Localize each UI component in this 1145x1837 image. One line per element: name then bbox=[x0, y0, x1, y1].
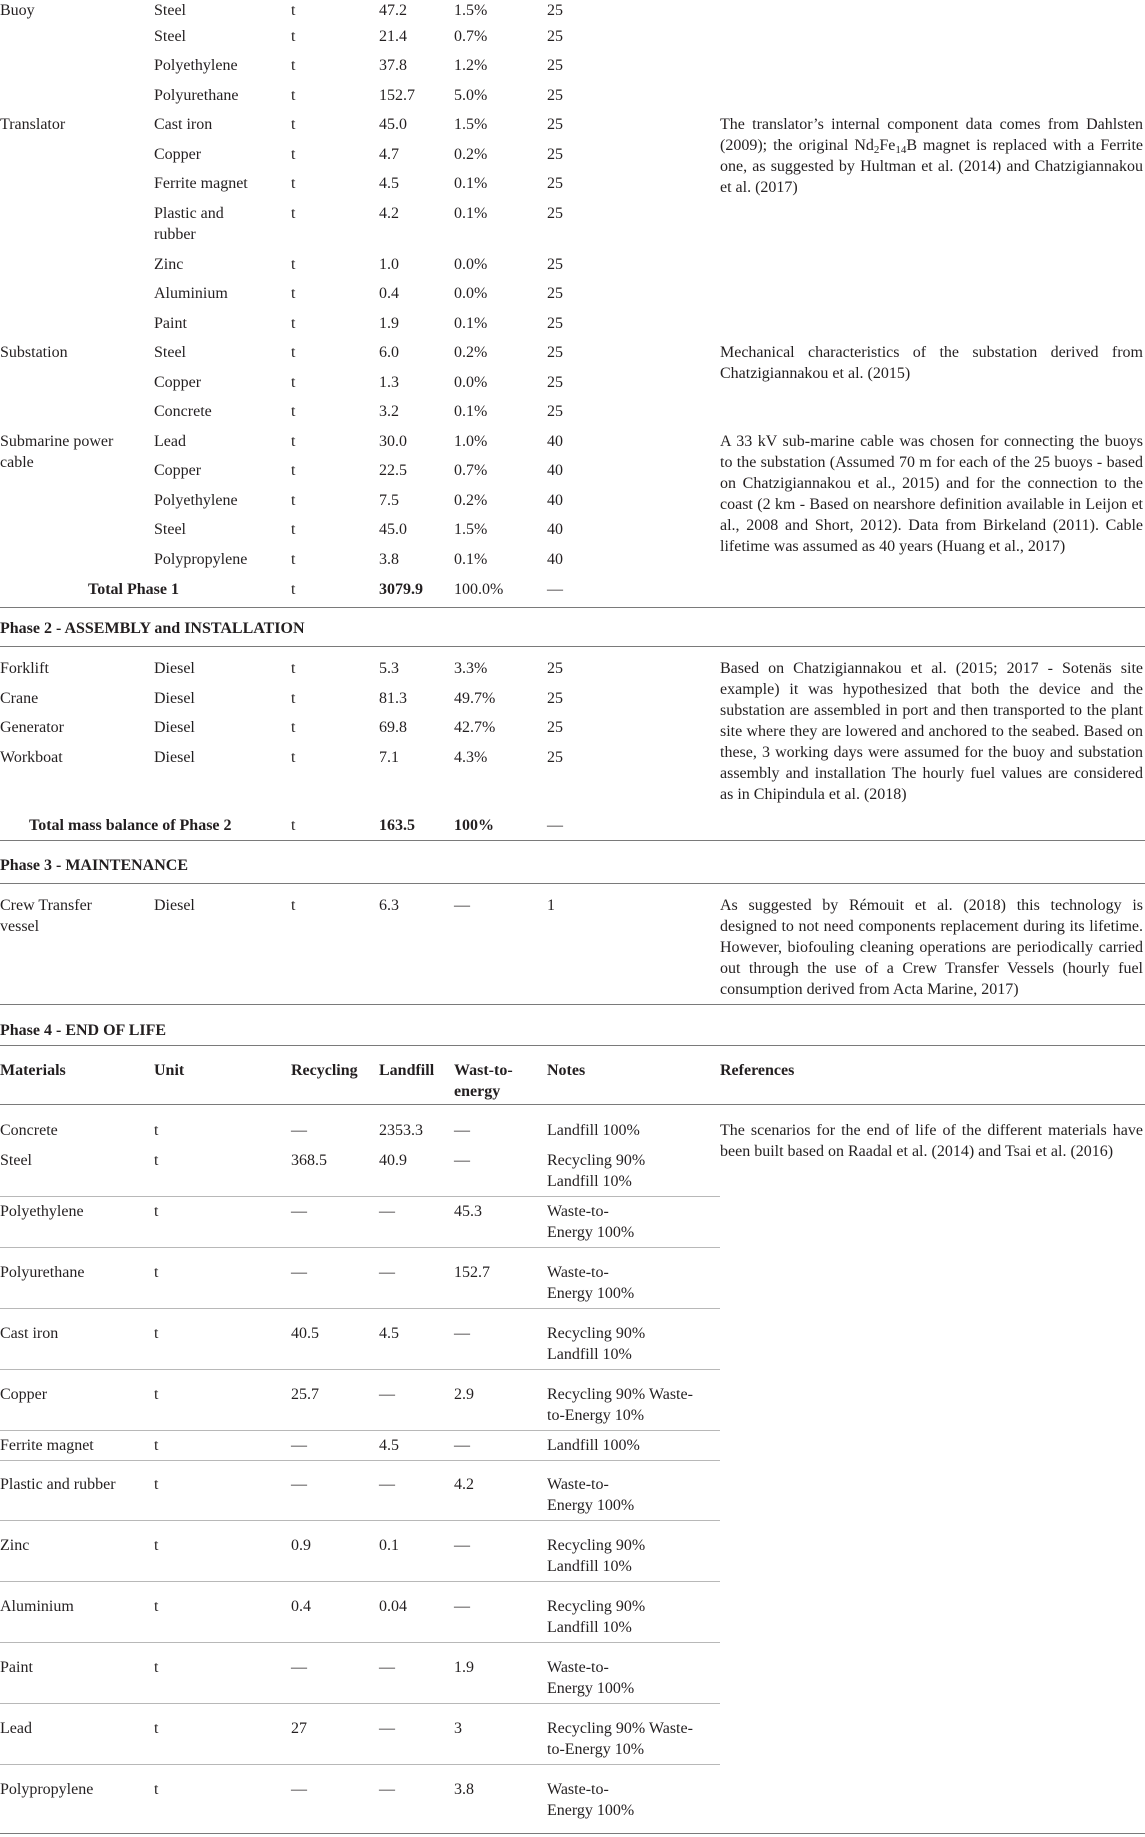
recycling-cell: 40.5 bbox=[291, 1325, 319, 1342]
lifetime-cell: 25 bbox=[547, 116, 563, 133]
unit-cell: t bbox=[291, 2, 296, 19]
mass-cell: 6.3 bbox=[379, 897, 399, 914]
mass-cell: 3.8 bbox=[379, 551, 399, 568]
material-cell: Zinc bbox=[0, 1537, 30, 1554]
unit-cell: t bbox=[154, 1476, 159, 1493]
unit-cell: t bbox=[291, 719, 296, 736]
recycling-cell: 0.9 bbox=[291, 1537, 311, 1554]
mass-cell: 45.0 bbox=[379, 116, 407, 133]
notes-cell: Recycling 90% Landfill 10% bbox=[547, 1537, 646, 1575]
divider bbox=[0, 1004, 1145, 1005]
phase4-reference: The scenarios for the end of life of the different materials have been built based on Raadal et al. (2014) and Tsai et al. (2016) bbox=[720, 1122, 1143, 1160]
mass-cell: 37.8 bbox=[379, 57, 407, 74]
wte-cell: 1.9 bbox=[454, 1659, 474, 1676]
mass-cell: 22.5 bbox=[379, 462, 407, 479]
unit-cell: t bbox=[291, 749, 296, 766]
divider bbox=[0, 1642, 720, 1643]
percent-cell: — bbox=[454, 897, 470, 914]
recycling-cell: — bbox=[291, 1781, 307, 1798]
unit-cell: t bbox=[291, 492, 296, 509]
mass-cell: 0.4 bbox=[379, 285, 399, 302]
lifetime-cell: 25 bbox=[547, 205, 563, 222]
wte-cell: — bbox=[454, 1537, 470, 1554]
mass-cell: 152.7 bbox=[379, 87, 415, 104]
material-cell: Polyethylene bbox=[0, 1203, 84, 1220]
divider bbox=[0, 1520, 720, 1521]
column-header: Unit bbox=[154, 1062, 185, 1079]
material-cell: Ferrite magnet bbox=[154, 175, 248, 192]
material-cell: Steel bbox=[0, 1152, 32, 1169]
mass-cell: 4.5 bbox=[379, 175, 399, 192]
unit-cell: t bbox=[291, 374, 296, 391]
percent-cell: 0.7% bbox=[454, 28, 488, 45]
recycling-cell: 0.4 bbox=[291, 1598, 311, 1615]
percent-cell: 1.5% bbox=[454, 521, 488, 538]
lifetime-cell: — bbox=[547, 817, 563, 834]
notes-cell: Waste-to-Energy 100% bbox=[547, 1203, 635, 1241]
material-cell: Steel bbox=[154, 344, 186, 361]
group-cell: Submarine power cable bbox=[0, 433, 114, 471]
material-cell: Ferrite magnet bbox=[0, 1437, 94, 1454]
material-cell: Aluminium bbox=[154, 285, 228, 302]
unit-cell: t bbox=[291, 116, 296, 133]
column-header: Materials bbox=[0, 1062, 66, 1079]
percent-cell: 3.3% bbox=[454, 660, 488, 677]
unit-cell: t bbox=[291, 205, 296, 222]
material-cell: Cast iron bbox=[154, 116, 213, 133]
percent-cell: 0.0% bbox=[454, 256, 488, 273]
material-cell: Polyurethane bbox=[0, 1264, 85, 1281]
percent-cell: 1.0% bbox=[454, 433, 488, 450]
column-header: Notes bbox=[547, 1062, 586, 1079]
lifetime-cell: 25 bbox=[547, 2, 563, 19]
lifetime-cell: 25 bbox=[547, 749, 563, 766]
unit-cell: t bbox=[291, 175, 296, 192]
wte-cell: — bbox=[454, 1437, 470, 1454]
fuel-cell: Diesel bbox=[154, 897, 195, 914]
lifetime-cell: 40 bbox=[547, 462, 563, 479]
phase2-note: Based on Chatzigiannakou et al. (2015; 2017 - Sotenäs site example) it was hypothesized that both the device and the substation are assembled in port and then transported to the plant site where they are lowered and anchored to the seabed. Based on these, 3 working days were assumed for the buoy and substation assembly and installation The hourly fuel values are considered as in Chipindula et al. (2018) bbox=[720, 660, 1143, 803]
divider bbox=[0, 1430, 720, 1431]
process-cell: Crane bbox=[0, 690, 39, 707]
unit-cell: t bbox=[154, 1437, 159, 1454]
divider bbox=[0, 1833, 1145, 1834]
landfill-cell: 4.5 bbox=[379, 1325, 399, 1342]
notes-cell: Waste-to-Energy 100% bbox=[547, 1659, 635, 1697]
mass-cell: 1.3 bbox=[379, 374, 399, 391]
recycling-cell: 25.7 bbox=[291, 1386, 319, 1403]
landfill-cell: — bbox=[379, 1720, 395, 1737]
material-cell: Lead bbox=[0, 1720, 32, 1737]
divider bbox=[0, 1196, 720, 1197]
unit-cell: t bbox=[291, 256, 296, 273]
percent-cell: 0.2% bbox=[454, 492, 488, 509]
unit-cell: t bbox=[154, 1122, 159, 1139]
percent-cell: 100.0% bbox=[454, 581, 504, 598]
phase3-heading: Phase 3 - MAINTENANCE bbox=[0, 857, 188, 874]
translator-note: The translator’s internal component data comes from Dahlsten (2009); the original $Nd_2Fe_{14}B$ magnet is replaced with a Ferrite one, as suggested by Hultman et al. (2014) and Chatzigiannakou et al. (2017) bbox=[720, 116, 1143, 196]
recycling-cell: — bbox=[291, 1122, 307, 1139]
lifetime-cell: 25 bbox=[547, 403, 563, 420]
lifetime-cell: 25 bbox=[547, 175, 563, 192]
wte-cell: 2.9 bbox=[454, 1386, 474, 1403]
landfill-cell: 2353.3 bbox=[379, 1122, 423, 1139]
material-cell: Zinc bbox=[154, 256, 184, 273]
percent-cell: 0.1% bbox=[454, 205, 488, 222]
material-cell: Steel bbox=[154, 521, 186, 538]
landfill-cell: — bbox=[379, 1264, 395, 1281]
percent-cell: 42.7% bbox=[454, 719, 496, 736]
phase4-heading: Phase 4 - END OF LIFE bbox=[0, 1022, 167, 1039]
notes-cell: Recycling 90% Waste-to-Energy 10% bbox=[547, 1386, 693, 1424]
lifetime-cell: 25 bbox=[547, 315, 563, 332]
mass-cell: 4.2 bbox=[379, 205, 399, 222]
recycling-cell: — bbox=[291, 1203, 307, 1220]
mass-cell: 7.1 bbox=[379, 749, 399, 766]
divider bbox=[0, 607, 1145, 608]
unit-cell: t bbox=[154, 1537, 159, 1554]
unit-cell: t bbox=[291, 690, 296, 707]
unit-cell: t bbox=[154, 1659, 159, 1676]
percent-cell: 0.1% bbox=[454, 175, 488, 192]
mass-cell: 1.0 bbox=[379, 256, 399, 273]
mass-cell: 7.5 bbox=[379, 492, 399, 509]
material-cell: Polypropylene bbox=[154, 551, 248, 568]
landfill-cell: 4.5 bbox=[379, 1437, 399, 1454]
process-cell: Generator bbox=[0, 719, 64, 736]
unit-cell: t bbox=[291, 28, 296, 45]
percent-cell: 1.5% bbox=[454, 116, 488, 133]
column-header: Landfill bbox=[379, 1062, 435, 1079]
wte-cell: 3 bbox=[454, 1720, 462, 1737]
unit-cell: t bbox=[154, 1781, 159, 1798]
recycling-cell: — bbox=[291, 1437, 307, 1454]
notes-cell: Waste-to-Energy 100% bbox=[547, 1476, 635, 1514]
unit-cell: t bbox=[291, 344, 296, 361]
lifetime-cell: 25 bbox=[547, 285, 563, 302]
recycling-cell: — bbox=[291, 1659, 307, 1676]
landfill-cell: — bbox=[379, 1386, 395, 1403]
material-cell: Lead bbox=[154, 433, 186, 450]
landfill-cell: — bbox=[379, 1203, 395, 1220]
process-cell: Workboat bbox=[0, 749, 63, 766]
landfill-cell: — bbox=[379, 1781, 395, 1798]
mass-cell: 30.0 bbox=[379, 433, 407, 450]
wte-cell: — bbox=[454, 1122, 470, 1139]
material-cell: Concrete bbox=[154, 403, 212, 420]
percent-cell: 0.2% bbox=[454, 344, 488, 361]
notes-cell: Landfill 100% bbox=[547, 1122, 640, 1139]
divider bbox=[0, 1247, 720, 1248]
divider bbox=[0, 1045, 1145, 1046]
lifetime-cell: 25 bbox=[547, 146, 563, 163]
column-header: References bbox=[720, 1062, 795, 1079]
cable-note: A 33 kV sub-marine cable was chosen for connecting the buoys to the substation (Assumed 70 m for each of the 25 buoys - based on Chatzigiannakou et al., 2015) and for the connection to the coast (2 km - Based on nearshore definition available in Leijon et al., 2008 and Short, 2012). Data from Birkeland (2011). Cable lifetime was assumed as 40 years (Huang et al., 2017) bbox=[720, 433, 1143, 555]
material-cell: Copper bbox=[154, 374, 202, 391]
recycling-cell: 27 bbox=[291, 1720, 307, 1737]
group-cell: Translator bbox=[0, 116, 66, 133]
lifetime-cell: 25 bbox=[547, 57, 563, 74]
percent-cell: 0.1% bbox=[454, 315, 488, 332]
group-cell: Buoy bbox=[0, 2, 35, 19]
percent-cell: 4.3% bbox=[454, 749, 488, 766]
percent-cell: 5.0% bbox=[454, 87, 488, 104]
group-cell: Substation bbox=[0, 344, 68, 361]
mass-cell: 47.2 bbox=[379, 2, 407, 19]
unit-cell: t bbox=[291, 897, 296, 914]
wte-cell: — bbox=[454, 1325, 470, 1342]
recycling-cell: — bbox=[291, 1264, 307, 1281]
material-cell: Paint bbox=[0, 1659, 33, 1676]
unit-cell: t bbox=[154, 1264, 159, 1281]
column-header: Recycling bbox=[291, 1062, 358, 1079]
percent-cell: 100% bbox=[454, 817, 494, 834]
wte-cell: 45.3 bbox=[454, 1203, 482, 1220]
lifetime-cell: 25 bbox=[547, 690, 563, 707]
unit-cell: t bbox=[154, 1203, 159, 1220]
unit-cell: t bbox=[291, 285, 296, 302]
unit-cell: t bbox=[154, 1325, 159, 1342]
notes-cell: Recycling 90% Waste-to-Energy 10% bbox=[547, 1720, 693, 1758]
lifetime-cell: 25 bbox=[547, 28, 563, 45]
notes-cell: Waste-to-Energy 100% bbox=[547, 1781, 635, 1819]
unit-cell: t bbox=[291, 521, 296, 538]
unit-cell: t bbox=[291, 315, 296, 332]
mass-cell: 3.2 bbox=[379, 403, 399, 420]
unit-cell: t bbox=[154, 1152, 159, 1169]
lifetime-cell: 25 bbox=[547, 374, 563, 391]
lifetime-cell: 25 bbox=[547, 660, 563, 677]
process-cell: Forklift bbox=[0, 660, 49, 677]
divider bbox=[0, 1369, 720, 1370]
divider bbox=[0, 1581, 720, 1582]
material-cell: Paint bbox=[154, 315, 187, 332]
total-label: Total mass balance of Phase 2 bbox=[29, 817, 232, 834]
material-cell: Polyethylene bbox=[154, 57, 238, 74]
mass-cell: 163.5 bbox=[379, 817, 415, 834]
percent-cell: 0.0% bbox=[454, 374, 488, 391]
total-label: Total Phase 1 bbox=[88, 581, 179, 598]
lifetime-cell: 40 bbox=[547, 551, 563, 568]
process-cell: Crew Transfer vessel bbox=[0, 897, 92, 935]
material-cell: Steel bbox=[154, 2, 186, 19]
recycling-cell: 368.5 bbox=[291, 1152, 327, 1169]
mass-cell: 6.0 bbox=[379, 344, 399, 361]
recycling-cell: — bbox=[291, 1476, 307, 1493]
divider bbox=[0, 646, 1145, 647]
unit-cell: t bbox=[154, 1720, 159, 1737]
mass-cell: 21.4 bbox=[379, 28, 407, 45]
material-cell: Copper bbox=[154, 146, 202, 163]
unit-cell: t bbox=[291, 817, 296, 834]
lifetime-cell: 25 bbox=[547, 344, 563, 361]
fuel-cell: Diesel bbox=[154, 690, 195, 707]
lifetime-cell: 1 bbox=[547, 897, 555, 914]
material-cell: Copper bbox=[154, 462, 202, 479]
percent-cell: 1.2% bbox=[454, 57, 488, 74]
material-cell: Plastic and rubber bbox=[0, 1476, 116, 1493]
notes-cell: Recycling 90% Landfill 10% bbox=[547, 1598, 646, 1636]
percent-cell: 0.0% bbox=[454, 285, 488, 302]
divider bbox=[0, 1703, 720, 1704]
material-cell: Polyurethane bbox=[154, 87, 239, 104]
unit-cell: t bbox=[291, 462, 296, 479]
column-header: Wast-to-energy bbox=[454, 1062, 513, 1100]
percent-cell: 49.7% bbox=[454, 690, 496, 707]
material-cell: Concrete bbox=[0, 1122, 58, 1139]
mass-cell: 3079.9 bbox=[379, 581, 423, 598]
material-cell: Aluminium bbox=[0, 1598, 74, 1615]
material-cell: Plastic and rubber bbox=[154, 205, 224, 243]
material-cell: Copper bbox=[0, 1386, 48, 1403]
landfill-cell: 40.9 bbox=[379, 1152, 407, 1169]
percent-cell: 0.2% bbox=[454, 146, 488, 163]
wte-cell: 4.2 bbox=[454, 1476, 474, 1493]
wte-cell: 152.7 bbox=[454, 1264, 490, 1281]
unit-cell: t bbox=[291, 551, 296, 568]
mass-cell: 5.3 bbox=[379, 660, 399, 677]
divider bbox=[0, 840, 1145, 841]
mass-cell: 4.7 bbox=[379, 146, 399, 163]
unit-cell: t bbox=[291, 581, 296, 598]
landfill-cell: 0.1 bbox=[379, 1537, 399, 1554]
material-cell: Polyethylene bbox=[154, 492, 238, 509]
phase3-note: As suggested by Rémouit et al. (2018) this technology is designed to not need components replacement during its lifetime. However, biofouling cleaning operations are periodically carried out through the use of a Crew Transfer Vessels (hourly fuel consumption derived from Acta Marine, 2017) bbox=[720, 897, 1143, 998]
wte-cell: — bbox=[454, 1598, 470, 1615]
landfill-cell: — bbox=[379, 1476, 395, 1493]
unit-cell: t bbox=[154, 1386, 159, 1403]
unit-cell: t bbox=[291, 660, 296, 677]
unit-cell: t bbox=[291, 146, 296, 163]
unit-cell: t bbox=[291, 57, 296, 74]
material-cell: Cast iron bbox=[0, 1325, 59, 1342]
divider bbox=[0, 1764, 720, 1765]
lifetime-cell: 25 bbox=[547, 719, 563, 736]
wte-cell: 3.8 bbox=[454, 1781, 474, 1798]
landfill-cell: — bbox=[379, 1659, 395, 1676]
notes-cell: Recycling 90% Landfill 10% bbox=[547, 1325, 646, 1363]
percent-cell: 1.5% bbox=[454, 2, 488, 19]
mass-cell: 81.3 bbox=[379, 690, 407, 707]
notes-cell: Waste-to-Energy 100% bbox=[547, 1264, 635, 1302]
mass-cell: 45.0 bbox=[379, 521, 407, 538]
mass-cell: 69.8 bbox=[379, 719, 407, 736]
unit-cell: t bbox=[291, 87, 296, 104]
divider bbox=[0, 1104, 1145, 1105]
fuel-cell: Diesel bbox=[154, 660, 195, 677]
lifetime-cell: 25 bbox=[547, 256, 563, 273]
fuel-cell: Diesel bbox=[154, 749, 195, 766]
lifetime-cell: 40 bbox=[547, 492, 563, 509]
percent-cell: 0.7% bbox=[454, 462, 488, 479]
divider bbox=[0, 1460, 720, 1461]
percent-cell: 0.1% bbox=[454, 551, 488, 568]
lifetime-cell: 40 bbox=[547, 433, 563, 450]
material-cell: Steel bbox=[154, 28, 186, 45]
divider bbox=[0, 1308, 720, 1309]
mass-cell: 1.9 bbox=[379, 315, 399, 332]
substation-note: Mechanical characteristics of the substation derived from Chatzigiannakou et al. (2015) bbox=[720, 344, 1143, 382]
lifetime-cell: — bbox=[547, 581, 563, 598]
unit-cell: t bbox=[291, 403, 296, 420]
wte-cell: — bbox=[454, 1152, 470, 1169]
lifetime-cell: 40 bbox=[547, 521, 563, 538]
material-cell: Polypropylene bbox=[0, 1781, 94, 1798]
phase2-heading: Phase 2 - ASSEMBLY and INSTALLATION bbox=[0, 620, 305, 637]
lifetime-cell: 25 bbox=[547, 87, 563, 104]
fuel-cell: Diesel bbox=[154, 719, 195, 736]
unit-cell: t bbox=[154, 1598, 159, 1615]
landfill-cell: 0.04 bbox=[379, 1598, 407, 1615]
notes-cell: Recycling 90% Landfill 10% bbox=[547, 1152, 646, 1190]
notes-cell: Landfill 100% bbox=[547, 1437, 640, 1454]
percent-cell: 0.1% bbox=[454, 403, 488, 420]
divider bbox=[0, 883, 1145, 884]
unit-cell: t bbox=[291, 433, 296, 450]
